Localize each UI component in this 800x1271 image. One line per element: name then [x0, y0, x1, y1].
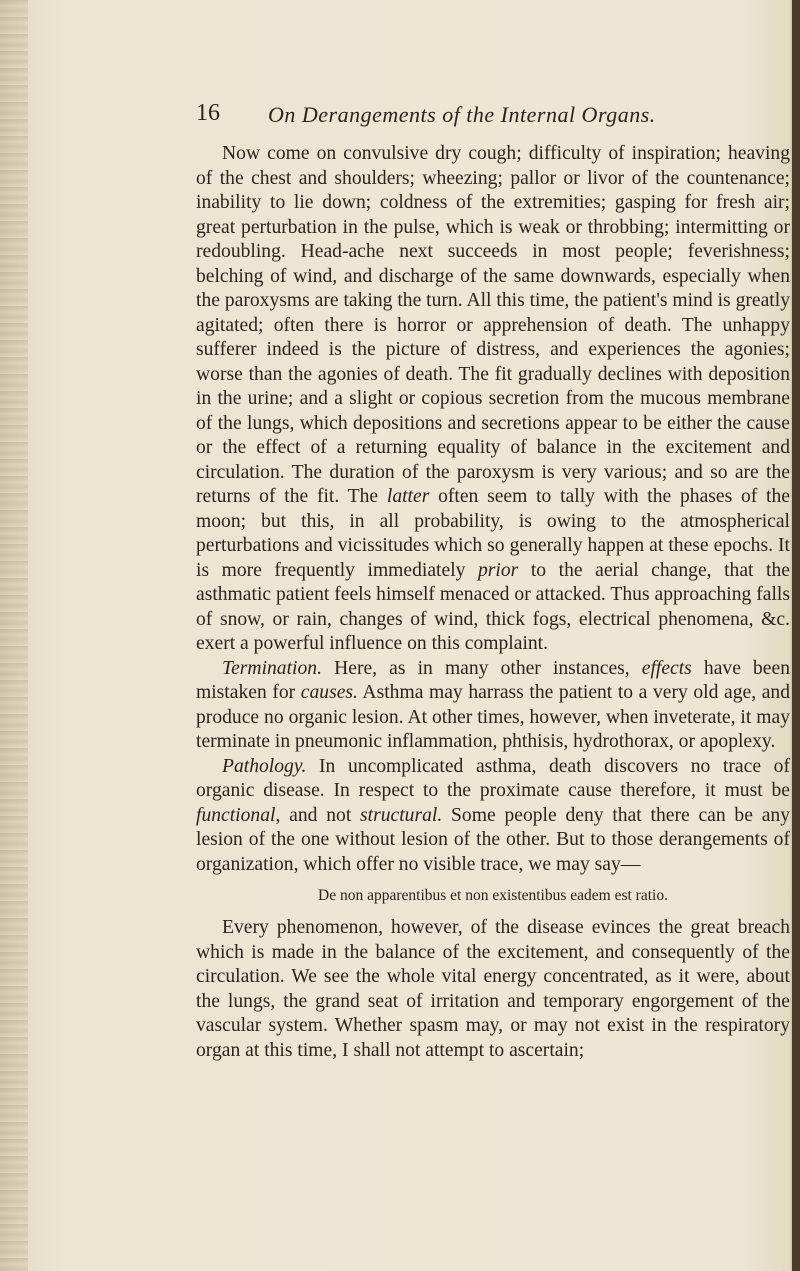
- text-run: In uncomplicated asthma, death discovers no trace of organic disease. In respect to the proximate cause therefore, it must be: [196, 755, 790, 801]
- paragraph-pathology: [196, 755, 790, 878]
- page-right-edge: [792, 0, 800, 1271]
- paragraph-termination: [196, 657, 790, 755]
- text-run-italic: latter: [386, 486, 430, 507]
- section-heading-termination: Termination.: [222, 657, 322, 679]
- text-run: often seem to tally with the phases of the moon; but this, in all probability, is owing to the atmospherical perturbations and vicissitudes which so generally happen at these epochs. It is more frequently immediately: [196, 486, 790, 581]
- text-run: Now come on convulsive dry cough; difficulty of inspiration; heaving of the chest and shoulders; wheezing; pallor or livor of the countenance; inability to lie down; coldness of the extremities; gasping for fresh air; great perturbation in the pulse, which is weak or throbbing; intermitting or redoubling. Head-ache next succeeds in most people; feverishness; belching of wind, and discharge of the same downwards, especially when the paroxysms are taking the turn. All this time, the patient's mind is greatly agitated; often there is horror or apprehension of death. The unhappy sufferer indeed is the picture of distress, and experiences the agonies; worse than the agonies of death. The fit gradually declines with deposition in the urine; and a slight or copious secretion from the mucous membrane of the lungs, which depositions and secretions appear to be either the cause or the effect of a returning equality of balance in the excitement and circulation. The duration of the paroxysm is very various; and so are the returns of the fit. The: [196, 143, 790, 507]
- text-run: and not: [280, 804, 361, 826]
- text-run-italic: functional,: [196, 804, 281, 826]
- page-binding-edge: [0, 0, 28, 1271]
- text-run-italic: prior: [478, 559, 519, 581]
- text-run: to the aerial change, that the asthmatic patient feels himself menaced or attacked. Thus approaching falls of snow, or rain, changes of wind, thick fogs, electrical phenomena, &c. exert a powerful influence on this complaint.: [196, 559, 790, 654]
- text-run-italic: effects: [641, 657, 692, 679]
- text-run: Every phenomenon, however, of the disease evinces the great breach which is made in the balance of the excitement, and consequently of the circulation. We see the whole vital energy concentrated, as it were, about the lungs, the grand seat of irritation and temporary engorgement of the vascular system. Whether spasm may, or may not exist in the respiratory organ at this time, I shall not attempt to ascertain;: [196, 917, 790, 1061]
- text-run: Some people deny that there can be any lesion of the one without lesion of the other. But to those derangements of organization, which offer no visible trace, we may say—: [196, 804, 790, 875]
- page-number: 16: [196, 100, 220, 126]
- page-header: [196, 100, 756, 140]
- paragraph-symptoms: [196, 142, 790, 657]
- text-run: Asthma may harrass the patient to a very old age, and produce no organic lesion. At other times, however, when inveterate, it may terminate in pneumonic inflammation, phthisis, hydrothorax, or apoplexy.: [196, 682, 790, 752]
- section-heading-pathology: Pathology.: [222, 755, 307, 777]
- text-run-italic: structural.: [360, 804, 443, 826]
- running-head: On Derangements of the Internal Organs.: [268, 102, 656, 127]
- text-run: have been mistaken for: [196, 657, 790, 703]
- paragraph-phenomenon: [196, 916, 790, 1063]
- text-run: Here, as in many other instances,: [322, 657, 642, 679]
- latin-quotation: De non apparentibus et non existentibus eadem est ratio.: [318, 887, 668, 904]
- body-text: [196, 142, 790, 1063]
- text-run-italic: causes.: [300, 682, 358, 703]
